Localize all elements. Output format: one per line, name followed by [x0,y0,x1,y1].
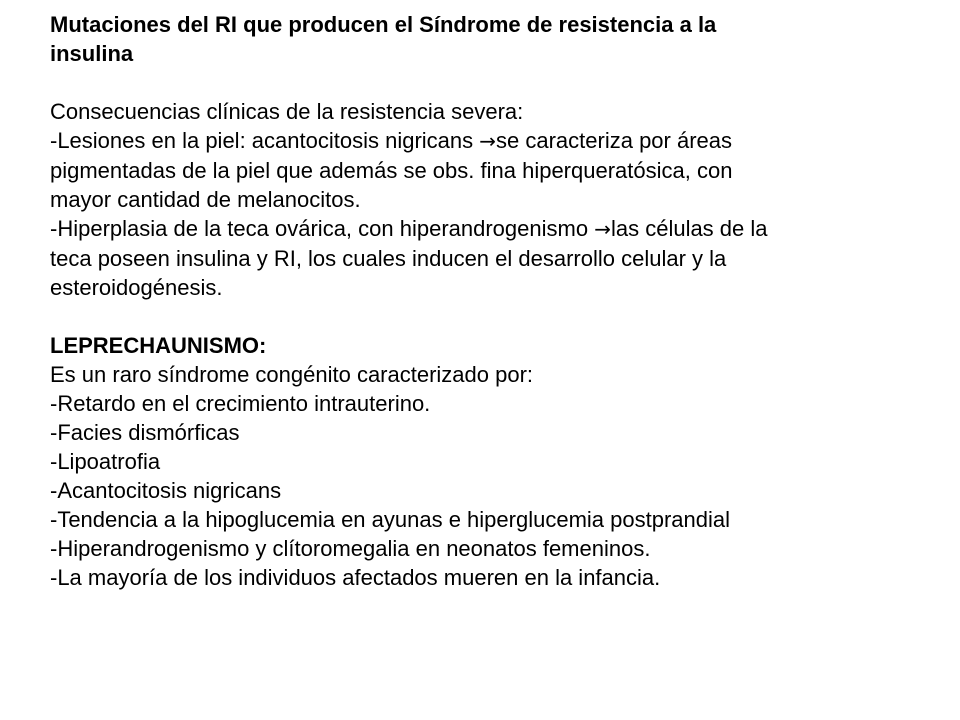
spacer [50,302,940,331]
consequence-item-2-line-1 [50,214,940,244]
leprechaunism-heading: LEPRECHAUNISMO: [50,333,267,358]
consequence-item-1-line-3: mayor cantidad de melanocitos. [50,187,361,212]
consequence-item-2-line-2: teca poseen insulina y RI, los cuales inducen el desarrollo celular y la [50,246,727,271]
slide-title-line-1: Mutaciones del RI que producen el Síndrome de resistencia a la [50,12,717,37]
consequences-heading: Consecuencias clínicas de la resistencia severa: [50,99,524,124]
consequence-item-1-line-1 [50,126,940,156]
consequence-item-2-text-end: las células de la [610,216,768,241]
consequence-item-1-text-start: -Lesiones en la piel: acantocitosis nigricans [50,128,480,153]
spacer [50,68,940,97]
slide-content [50,10,940,592]
list-item: -Facies dismórficas [50,420,240,445]
list-item: -La mayoría de los individuos afectados mueren en la infancia. [50,565,661,590]
list-item: -Hiperandrogenismo y clítoromegalia en neonatos femeninos. [50,536,651,561]
list-item: -Tendencia a la hipoglucemia en ayunas e hiperglucemia postprandial [50,507,730,532]
consequence-item-2-line-3: esteroidogénesis. [50,275,223,300]
right-arrow-icon: → [594,217,611,241]
leprechaunism-intro: Es un raro síndrome congénito caracterizado por: [50,362,534,387]
consequence-item-1-line-2: pigmentadas de la piel que además se obs. fina hiperqueratósica, con [50,158,733,183]
slide-title-line-2: insulina [50,41,134,66]
list-item: -Acantocitosis nigricans [50,478,282,503]
right-arrow-icon: → [479,129,497,153]
list-item: -Lipoatrofia [50,449,161,474]
consequence-item-1-text-end: se caracteriza por áreas [496,128,733,153]
consequence-item-2-text-start: -Hiperplasia de la teca ovárica, con hiperandrogenismo [50,216,595,241]
list-item: -Retardo en el crecimiento intrauterino. [50,391,431,416]
